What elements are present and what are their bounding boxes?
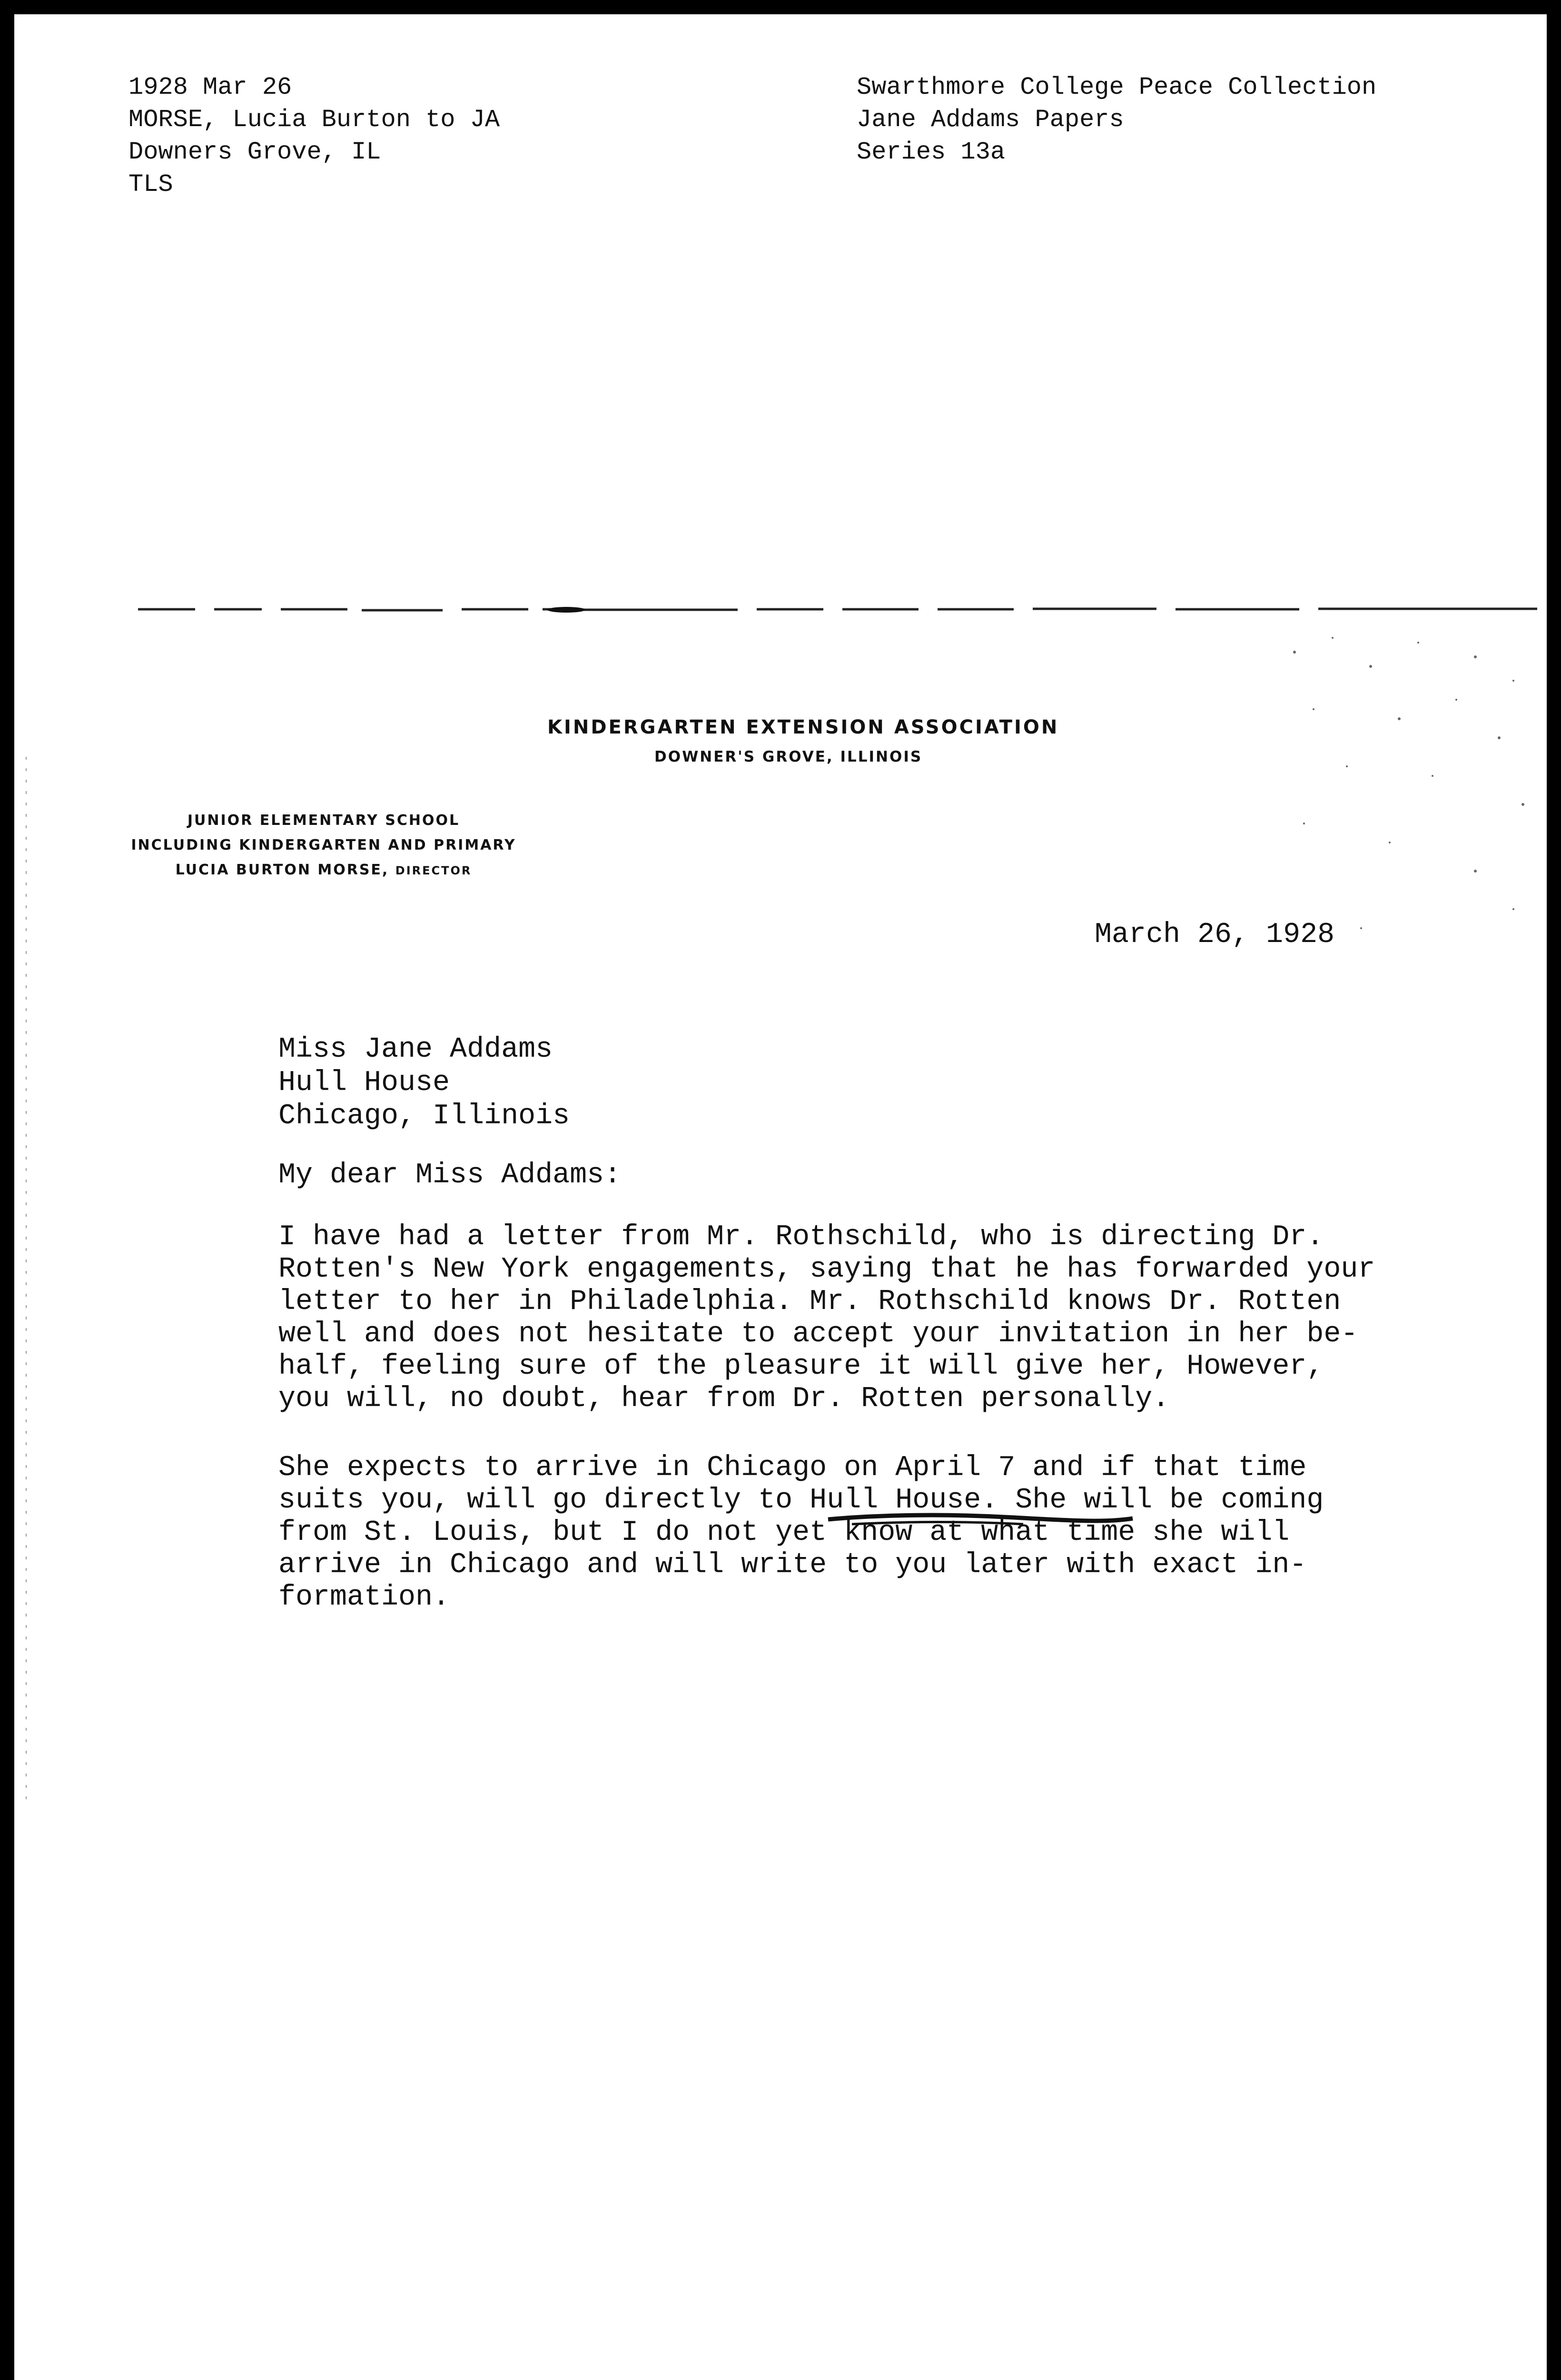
letter-top-edge	[14, 605, 1547, 614]
papers-name: Jane Addams Papers	[857, 106, 1124, 134]
paragraph-2-line: She expects to arrive in Chicago on April 7 and if that time	[278, 1452, 1307, 1484]
paragraph-1	[278, 1221, 1478, 1415]
archive-citation-right	[857, 71, 1376, 169]
handwritten-strikethrough	[823, 1500, 1137, 1538]
paragraph-1-line: Rotten's New York engagements, saying that he has forwarded your	[278, 1253, 1375, 1286]
citation-place: Downers Grove, IL	[128, 138, 381, 166]
left-margin-marks	[14, 757, 43, 1804]
paragraph-2-line: formation.	[278, 1581, 450, 1614]
letterhead-location: DOWNER'S GROVE, ILLINOIS	[654, 748, 923, 765]
archive-citation-left	[128, 71, 500, 201]
school-name: JUNIOR ELEMENTARY SCHOOL	[187, 812, 460, 829]
citation-correspondents: MORSE, Lucia Burton to JA	[128, 106, 500, 134]
collection-name: Swarthmore College Peace Collection	[857, 73, 1377, 101]
recipient-organization: Hull House	[278, 1067, 450, 1099]
director-title: DIRECTOR	[395, 864, 472, 877]
paragraph-2-line: arrive in Chicago and will write to you later with exact in-	[278, 1549, 1307, 1581]
recipient-name: Miss Jane Addams	[278, 1033, 553, 1066]
paragraph-2-line: from St. Louis, but I do not yet know at what time she will	[278, 1517, 1290, 1549]
paragraph-1-line: I have had a letter from Mr. Rothschild, who is directing Dr.	[278, 1221, 1324, 1253]
scanned-page	[14, 14, 1547, 2380]
series-name: Series 13a	[857, 138, 1006, 166]
citation-date: 1928 Mar 26	[128, 73, 292, 101]
letterhead-association: KINDERGARTEN EXTENSION ASSOCIATION	[547, 716, 1059, 738]
recipient-address	[278, 1033, 570, 1133]
director-name: LUCIA BURTON MORSE,	[175, 862, 389, 878]
paragraph-1-line: half, feeling sure of the pleasure it will give her, However,	[278, 1350, 1324, 1383]
paragraph-1-line: you will, no doubt, hear from Dr. Rotten personally.	[278, 1383, 1170, 1415]
recipient-city: Chicago, Illinois	[278, 1100, 570, 1132]
citation-type: TLS	[128, 170, 173, 198]
school-director	[109, 858, 538, 883]
paragraph-1-line: well and does not hesitate to accept your invitation in her be-	[278, 1318, 1358, 1350]
paragraph-1-line: letter to her in Philadelphia. Mr. Rothschild knows Dr. Rotten	[278, 1286, 1341, 1318]
school-description: INCLUDING KINDERGARTEN AND PRIMARY	[131, 837, 516, 853]
letterhead-school-block	[109, 808, 538, 883]
salutation: My dear Miss Addams:	[278, 1159, 622, 1191]
paragraph-2-line: suits you, will go directly to Hull House. She will be coming	[278, 1484, 1324, 1517]
letter-date: March 26, 1928	[1095, 919, 1335, 951]
paper-speckle	[1275, 624, 1542, 957]
